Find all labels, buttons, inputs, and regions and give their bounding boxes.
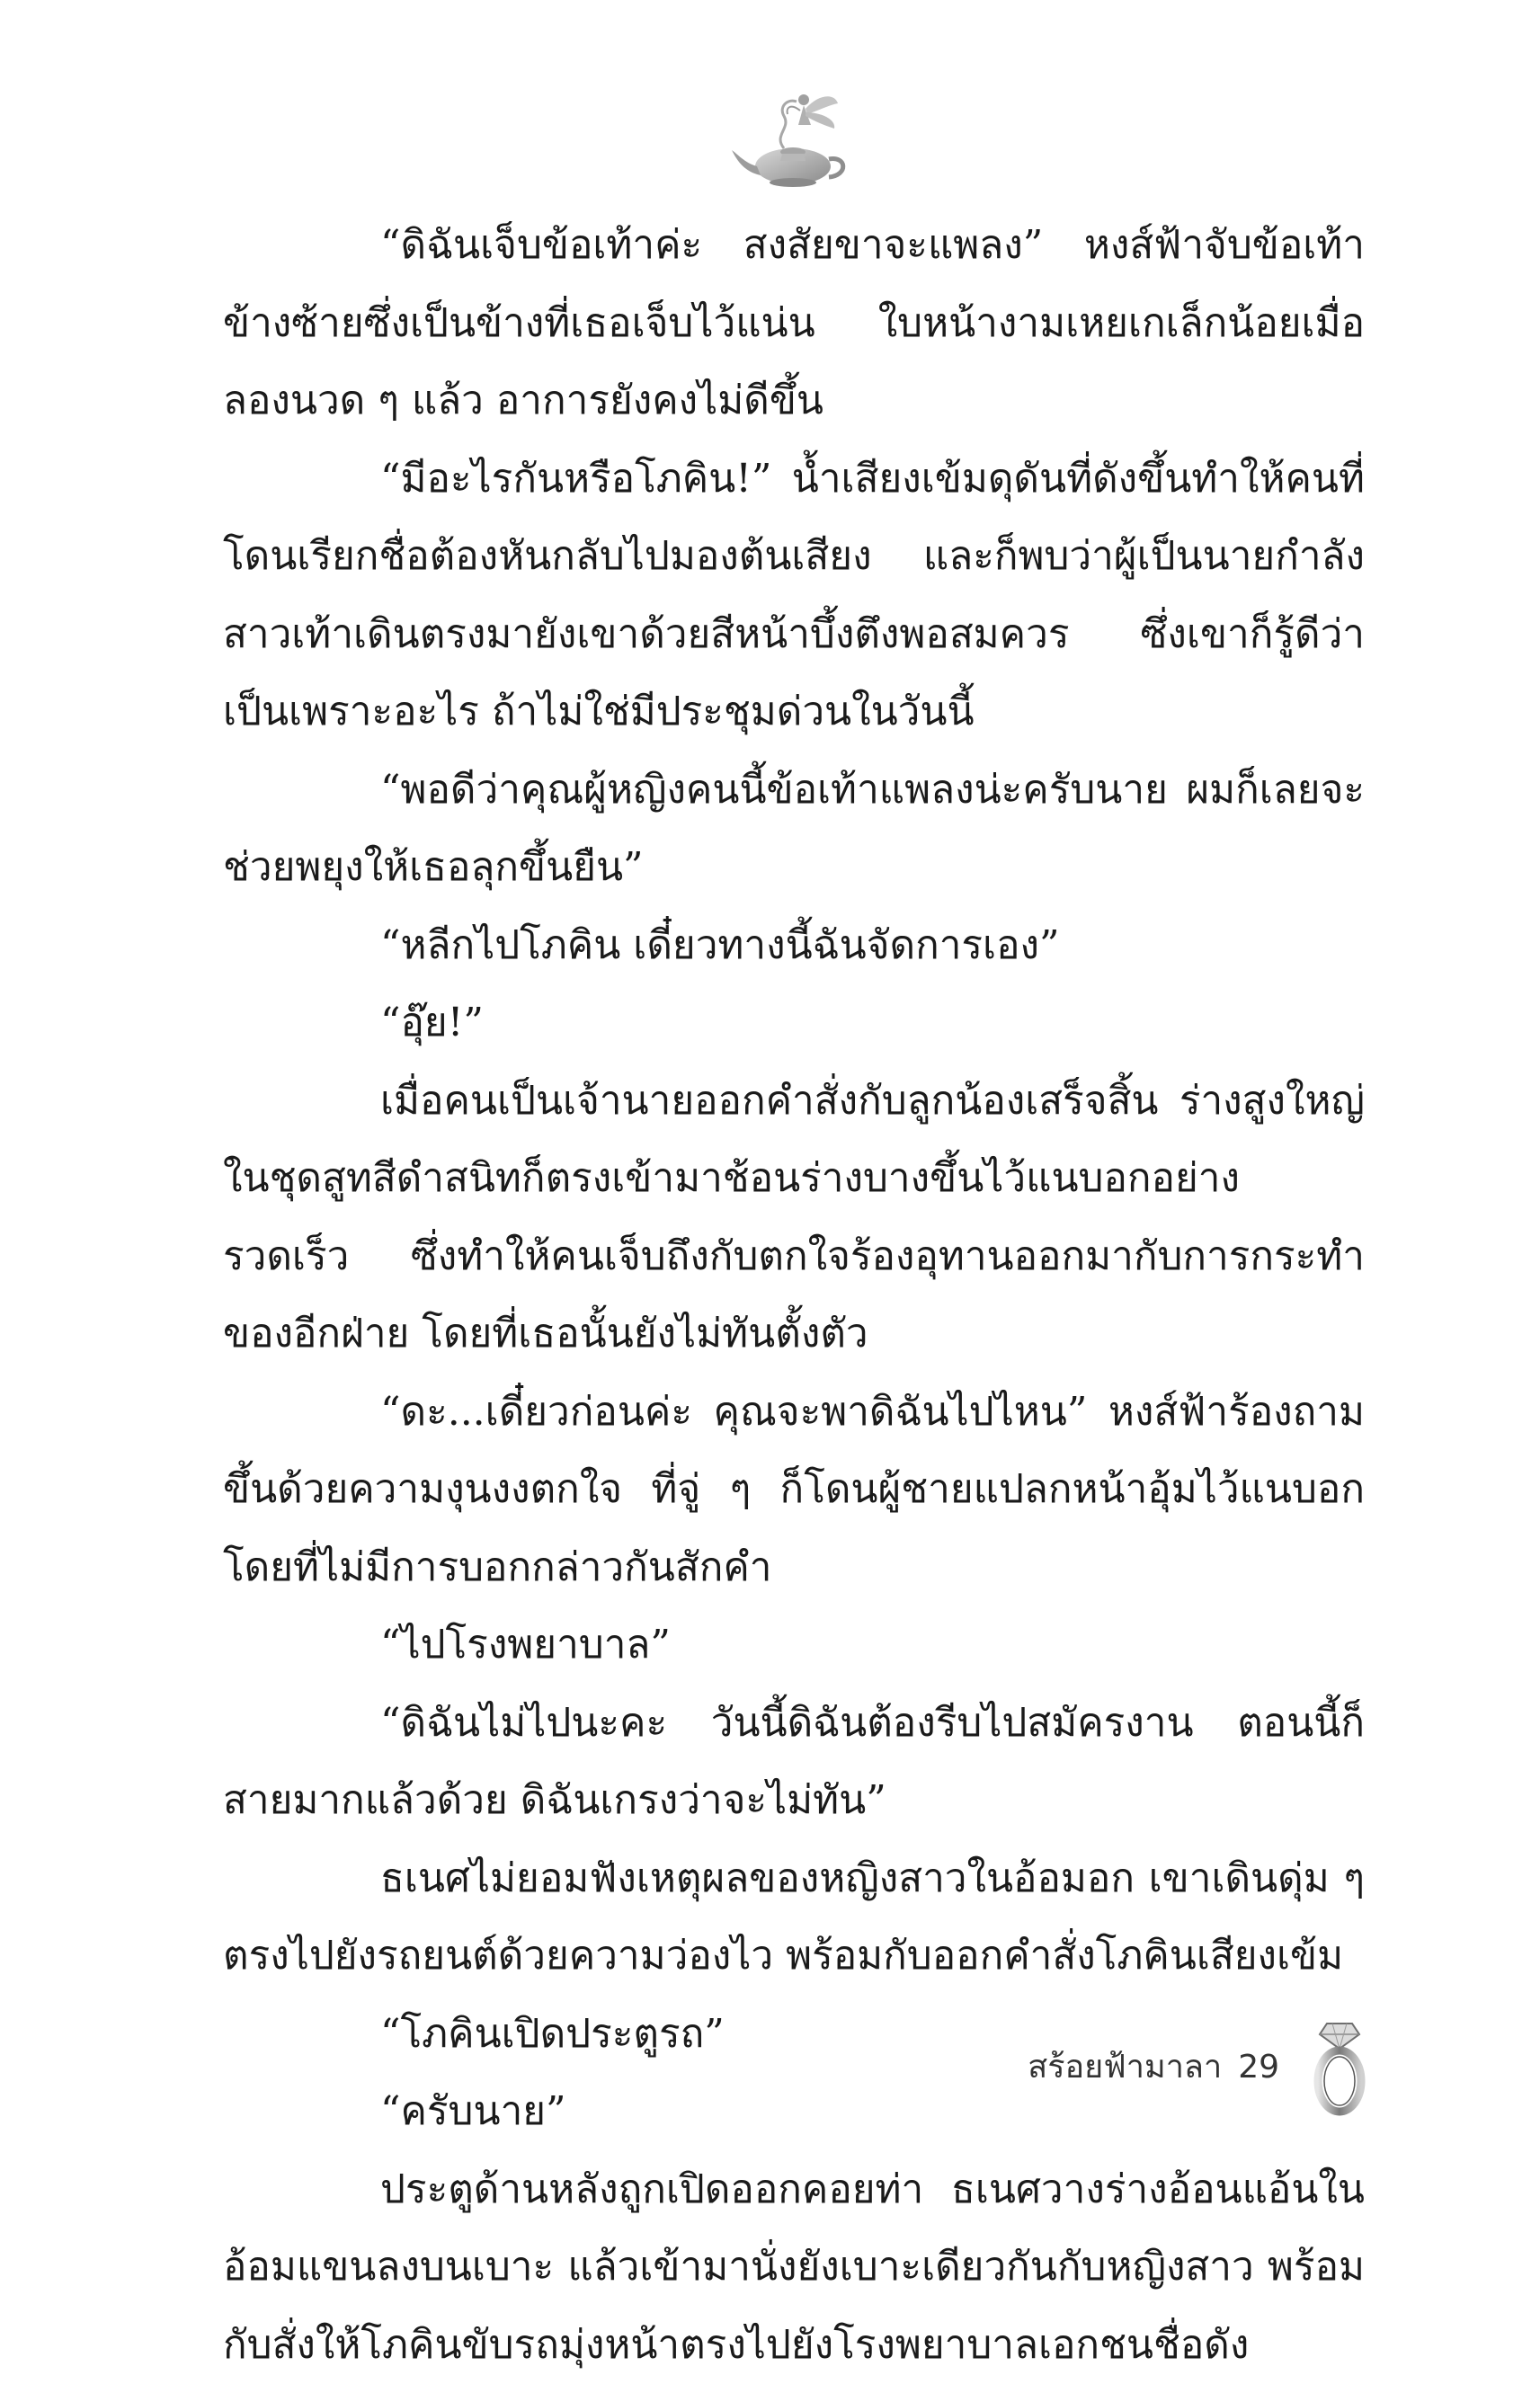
paragraph: “อุ๊ย!” — [223, 984, 1365, 1063]
paragraph: ธเนศไม่ยอมฟังเหตุผลของหญิงสาวในอ้อมอก เขาเดินดุ่ม ๆ ตรงไปยังรถยนต์ด้วยความว่องไว พร้อมกับออกคำสั่งโภคินเสียงเข้ม — [223, 1840, 1365, 1996]
book-title: สร้อยฟ้ามาลา — [1028, 2049, 1222, 2086]
paragraph: “หลีกไปโภคิน เดี๋ยวทางนี้ฉันจัดการเอง” — [223, 907, 1365, 985]
paragraph: “โภคินเปิดประตูรถ” — [223, 1996, 1365, 2074]
paragraph: “พอดีว่าคุณผู้หญิงคนนี้ข้อเท้าแพลงน่ะครับนาย ผมก็เลยจะช่วยพยุงให้เธอลุกขึ้นยืน” — [223, 752, 1365, 907]
teapot-fairy-ornament-icon — [728, 85, 854, 189]
paragraph: “ดิฉันไม่ไปนะคะ วันนี้ดิฉันต้องรีบไปสมัครงาน ตอนนี้ก็สายมากแล้วด้วย ดิฉันเกรงว่าจะไม่ทัน” — [223, 1685, 1365, 1840]
paragraph: ประตูด้านหลังถูกเปิดออกคอยท่า ธเนศวางร่างอ้อนแอ้นในอ้อมแขนลงบนเบาะ แล้วเข้ามานั่งยังเบาะเดียวกันกับหญิงสาว พร้อมกับสั่งให้โภคินขับรถมุ่งหน้าตรงไปยังโรงพยาบาลเอกชนชื่อดัง — [223, 2151, 1365, 2384]
paragraph: เมื่อคนเป็นเจ้านายออกคำสั่งกับลูกน้องเสร็จสิ้น ร่างสูงใหญ่ในชุดสูทสีดำสนิทก็ตรงเข้ามาช้อนร่างบางขึ้นไว้แนบอกอย่างรวดเร็ว ซึ่งทำให้คนเจ็บถึงกับตกใจร้องอุทานออกมากับการกระทำของอีกฝ่าย โดยที่เธอนั้นยังไม่ทันตั้งตัว — [223, 1063, 1365, 1374]
page-number: 29 — [1238, 2049, 1279, 2086]
paragraph: “ดะ...เดี๋ยวก่อนค่ะ คุณจะพาดิฉันไปไหน” หงส์ฟ้าร้องถามขึ้นด้วยความงุนงงตกใจ ที่จู่ ๆ ก็โดนผู้ชายแปลกหน้าอุ้มไว้แนบอก โดยที่ไม่มีการบอกกล่าวกันสักคำ — [223, 1374, 1365, 1607]
page-footer — [1028, 2041, 1279, 2092]
paragraph: “มีอะไรกันหรือโภคิน!” น้ำเสียงเข้มดุดันที่ดังขึ้นทำให้คนที่โดนเรียกชื่อต้องหันกลับไปมองต้นเสียง และก็พบว่าผู้เป็นนายกำลังสาวเท้าเดินตรงมายังเขาด้วยสีหน้าบึ้งตึงพอสมควร ซึ่งเขาก็รู้ดีว่าเป็นเพราะอะไร ถ้าไม่ใช่มีประชุมด่วนในวันนี้ — [223, 440, 1365, 752]
paragraph: “ไปโรงพยาบาล” — [223, 1606, 1365, 1685]
diamond-ring-icon — [1304, 2018, 1375, 2117]
paragraph: “ครับนาย” — [223, 2073, 1365, 2151]
paragraph: “ดิฉันเจ็บข้อเท้าค่ะ สงสัยขาจะแพลง” หงส์ฟ้าจับข้อเท้าข้างซ้ายซึ่งเป็นข้างที่เธอเจ็บไว้แน่น ใบหน้างามเหยเกเล็กน้อยเมื่อลองนวด ๆ แล้ว อาการยังคงไม่ดีขึ้น — [223, 207, 1365, 440]
